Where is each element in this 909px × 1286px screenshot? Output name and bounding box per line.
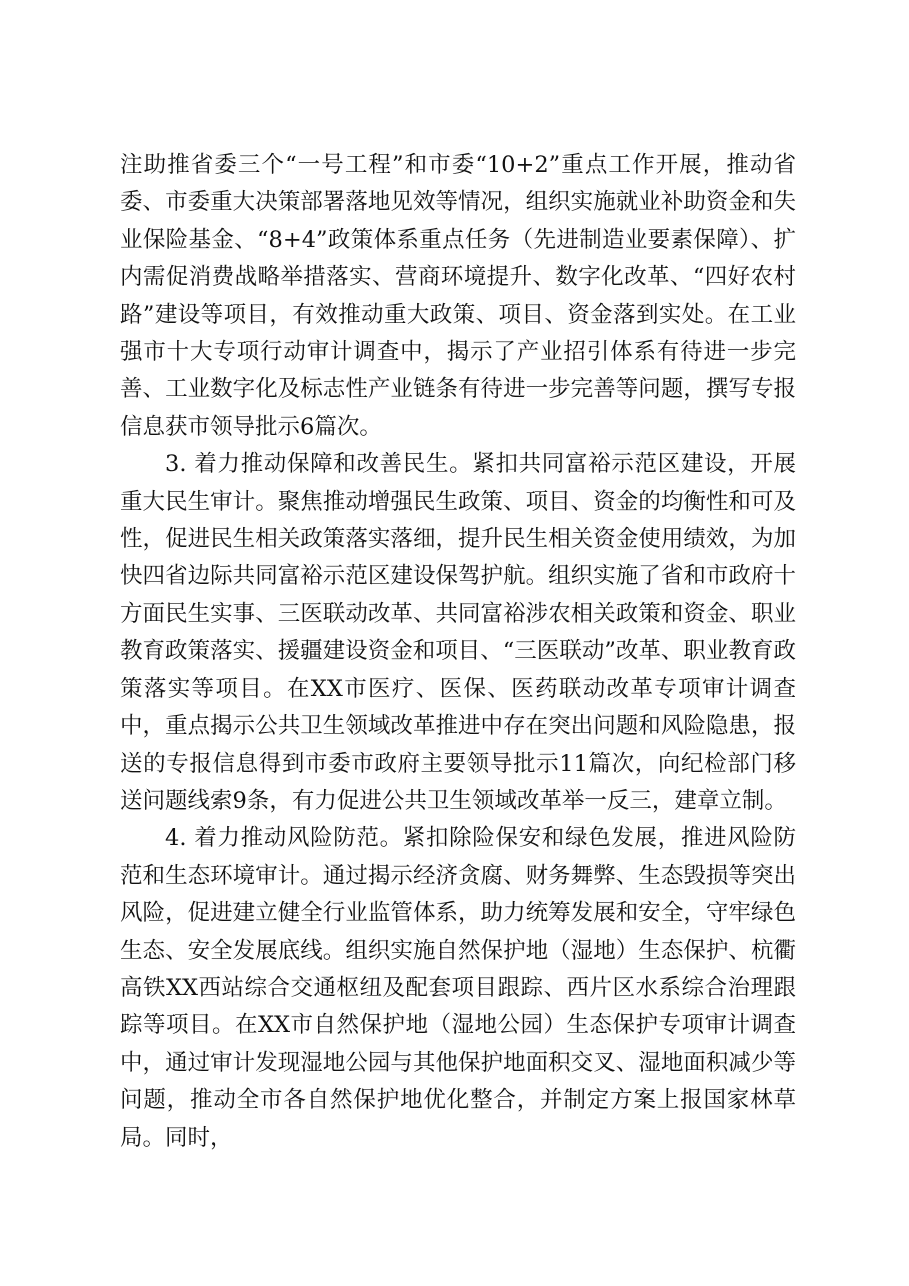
document-body xyxy=(120,147,796,1157)
paragraph-continuation: 注助推省委三个“一号工程”和市委“10+2”重点工作开展，推动省委、市委重大决策部署落地见效等情况，组织实施就业补助资金和失业保险基金、“8+4”政策体系重点任务（先进制造业要素保障）、扩内需促消费战略举措落实、营商环境提升、数字化改革、“四好农村路”建设等项目，有效推动重大政策、项目、资金落到实处。在工业强市十大专项行动审计调查中，揭示了产业招引体系有待进一步完善、工业数字化及标志性产业链条有待进一步完善等问题，撰写专报信息获市领导批示6篇次。 xyxy=(120,152,796,440)
paragraph-item-3: 3. 着力推动保障和改善民生。紧扣共同富裕示范区建设，开展重大民生审计。聚焦推动增强民生政策、项目、资金的均衡性和可及性，促进民生相关政策落实落细，提升民生相关资金使用绩效，为加快四省边际共同富裕示范区建设保驾护航。组织实施了省和市政府十方面民生实事、三医联动改革、共同富裕涉农相关政策和资金、职业教育政策落实、援疆建设资金和项目、“三医联动”改革、职业教育政策落实等项目。在XX市医疗、医保、医药联动改革专项审计调查中，重点揭示公共卫生领域改革推进中存在突出问题和风险隐患，报送的专报信息得到市委市政府主要领导批示11篇次，向纪检部门移送问题线索9条，有力促进公共卫生领域改革举一反三，建章立制。 xyxy=(120,451,796,814)
paragraph-item-4: 4. 着力推动风险防范。紧扣除险保安和绿色发展，推进风险防范和生态环境审计。通过揭示经济贪腐、财务舞弊、生态毁损等突出风险，促进建立健全行业监管体系，助力统筹发展和安全，守牢绿色生态、安全发展底线。组织实施自然保护地（湿地）生态保护、杭衢高铁XX西站综合交通枢纽及配套项目跟踪、西片区水系综合治理跟踪等项目。在XX市自然保护地（湿地公园）生态保护专项审计调查中，通过审计发现湿地公园与其他保护地面积交叉、湿地面积减少等问题，推动全市各自然保护地优化整合，并制定方案上报国家林草局。同时， xyxy=(120,825,796,1151)
